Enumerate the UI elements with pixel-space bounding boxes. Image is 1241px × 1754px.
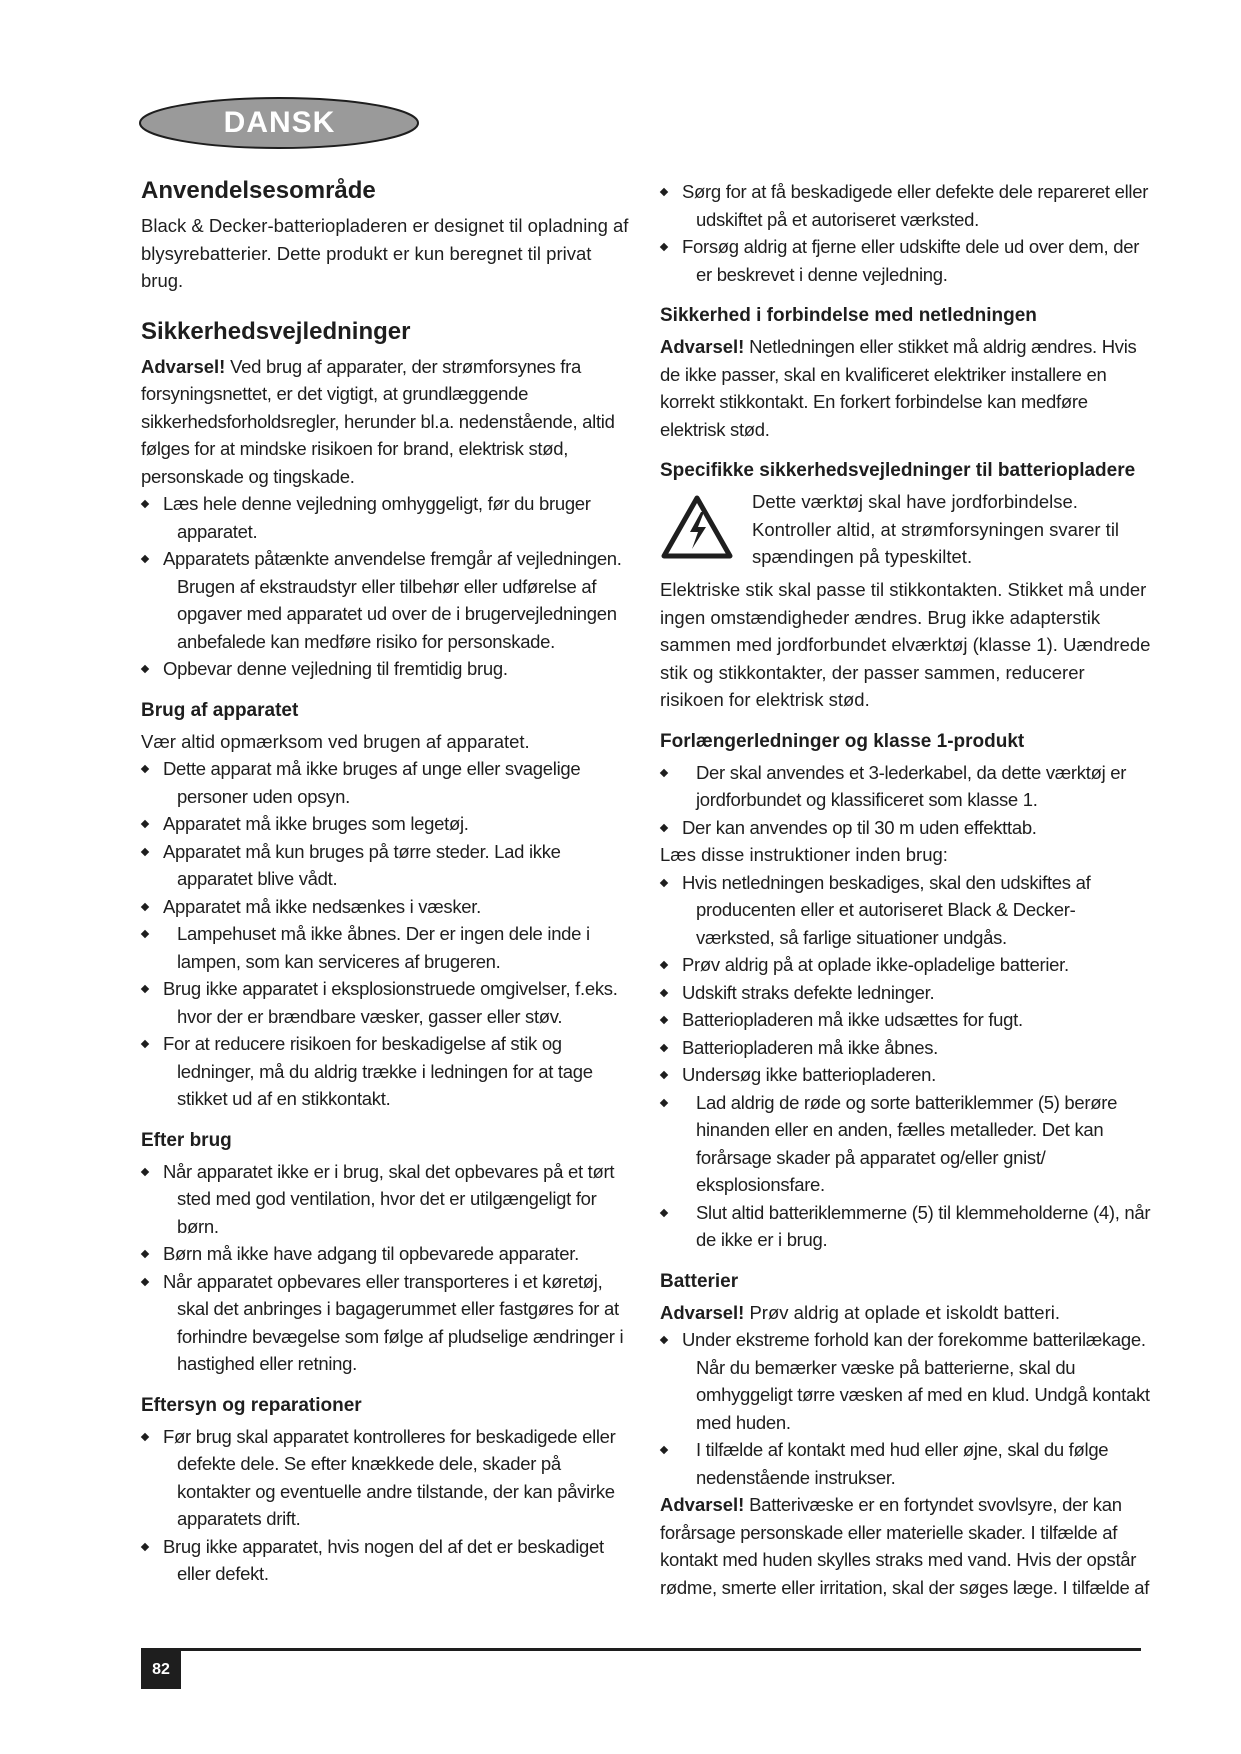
warning-text: Prøv aldrig at oplade et iskoldt batteri. [744,1301,1061,1323]
list-item: Opbevar denne vejledning til fremtidig brug. [141,655,631,683]
bullet-list-batterier [660,1326,1152,1491]
warning-paragraph [660,333,1152,443]
bullet-list-brug [141,755,631,1113]
list-item: Forsøg aldrig at fjerne eller udskifte dele ud over dem, der er beskrevet i denne vejledning. [660,233,1152,288]
section-title-netledning: Sikkerhed i forbindelse med netledningen [660,305,1037,326]
list-item: Batteriopladeren må ikke åbnes. [660,1034,1152,1062]
language-badge [137,95,422,151]
warning-text: Netledningen eller stikket må aldrig ændres. Hvis de ikke passer, skal en kvalificeret elektriker installere en korrekt stikkontakt. En forkert forbindelse kan medføre elektrisk stød. [660,336,1137,440]
list-item: I tilfælde af kontakt med hud eller øjne, skal du følge nedenstående instrukser. [660,1436,1152,1491]
list-item: Læs hele denne vejledning omhyggeligt, før du bruger apparatet. [141,490,631,545]
section-title-batterier: Batterier [660,1270,739,1292]
section-title-sikkerhed: Sikkerhedsvejledninger [141,317,411,345]
warning-text: Batterivæske er en fortyndet svovlsyre, der kan forårsage personskade eller materielle skader. I tilfælde af kontakt med huden skylles straks med vand. Hvis der opstår rødme, smerte eller irritation, skal der søges læge. I tilfælde af [660,1494,1150,1598]
warning-label: Advarsel! [141,355,226,377]
section-title-eftersyn: Eftersyn og reparationer [141,1394,362,1416]
warning-paragraph [660,1491,1152,1601]
list-item: Når apparatet opbevares eller transporteres i et køretøj, skal det anbringes i bagagerummet eller fastgøres for at forhindre bevægelse som følge af pludselige ændringer i hastighed eller retning. [141,1268,631,1378]
list-item: Lad aldrig de røde og sorte batteriklemmer (5) berøre hinanden eller en anden, fælles metalleder. Det kan forårsage skader på apparatet og/eller gnist/ eksplosionsfare. [660,1089,1152,1199]
list-item: Brug ikke apparatet, hvis nogen del af det er beskadiget eller defekt. [141,1533,631,1588]
list-item: Hvis netledningen beskadiges, skal den udskiftes af producenten eller et autoriseret Black & Decker-værksted, så farlige situationer undgås. [660,869,1152,952]
bullet-list-repair [660,178,1152,288]
left-column [141,176,631,1588]
list-item: Batteriopladeren må ikke udsættes for fugt. [660,1006,1152,1034]
section-title-efter-brug: Efter brug [141,1129,232,1151]
list-item: For at reducere risikoen for beskadigelse af stik og ledninger, må du aldrig trække i ledningen for at tage stikket ud af en stikkontakt. [141,1030,631,1113]
bullet-list-forlaenger [660,759,1152,842]
bullet-list-instruktioner [660,869,1152,1254]
bullet-list-sikkerhed [141,490,631,683]
paragraph-instruktioner: Læs disse instruktioner inden brug: [660,844,948,865]
list-item: Sørg for at få beskadigede eller defekte dele repareret eller udskiftet på et autoriseret værksted. [660,178,1152,233]
page-number: 82 [141,1651,181,1689]
list-item: Der skal anvendes et 3-lederkabel, da dette værktøj er jordforbundet og klassificeret som klasse 1. [660,759,1152,814]
list-item: Udskift straks defekte ledninger. [660,979,1152,1007]
list-item: Brug ikke apparatet i eksplosionstruede omgivelser, f.eks. hvor der er brændbare væsker, gasser eller støv. [141,975,631,1030]
bullet-list-efter-brug [141,1158,631,1378]
electric-hazard-icon [660,494,734,560]
bullet-list-eftersyn [141,1423,631,1588]
list-item: Undersøg ikke batteriopladeren. [660,1061,1152,1089]
list-item: Apparatet må kun bruges på tørre steder. Lad ikke apparatet blive vådt. [141,838,631,893]
electric-warning-text: Dette værktøj skal have jordforbindelse. Kontroller altid, at strømforsyningen svarer til spændingen på typeskiltet. [752,491,1120,567]
paragraph-brug-intro: Vær altid opmærksom ved brugen af apparatet. [141,730,530,752]
warning-label: Advarsel! [660,1494,745,1515]
list-item: Apparatet må ikke bruges som legetøj. [141,810,631,838]
list-item: Apparatets påtænkte anvendelse fremgår af vejledningen. Brugen af ekstraudstyr eller tilbehør eller udførelse af opgaver med apparatet ud over de i brugervejledningen anbefalede kan medføre risiko for personskade. [141,545,631,655]
section-title-batteriopladere: Specifikke sikkerhedsvejledninger til batteriopladere [660,460,1136,481]
warning-label: Advarsel! [660,336,745,357]
paragraph-stik: Elektriske stik skal passe til stikkontakten. Stikket må under ingen omstændigheder ændres. Brug ikke adapterstik sammen med jordforbundet elværktøj (klasse 1). Uændrede stik og stikkontakter, der passer sammen, reducerer risikoen for elektrisk stød. [660,579,1151,710]
list-item: Prøv aldrig på at oplade ikke-opladelige batterier. [660,951,1152,979]
section-title-forlaenger: Forlængerledninger og klasse 1-produkt [660,730,1025,752]
list-item: Før brug skal apparatet kontrolleres for beskadigede eller defekte dele. Se efter knækkede dele, skader på kontakter og eventuelle andre tilstande, der kan påvirke apparatets drift. [141,1423,631,1533]
warning-text: Ved brug af apparater, der strømforsynes fra forsyningsnettet, er det vigtigt, at grundlæggende sikkerhedsforholdsregler, herunder bl.a. nedenstående, altid følges for at mindske risikoen for brand, elektrisk stød, personskade og tingskade. [141,355,615,487]
footer-rule [141,1648,1141,1651]
section-title-brug: Brug af apparatet [141,699,299,721]
list-item: Når apparatet ikke er i brug, skal det opbevares på et tørt sted med god ventilation, hvor det er utilgængeligt for børn. [141,1158,631,1241]
language-label: DANSK [223,106,336,139]
electric-warning-box [660,488,1152,572]
list-item: Lampehuset må ikke åbnes. Der er ingen dele inde i lampen, som kan serviceres af brugeren. [141,920,631,975]
warning-paragraph [141,353,631,491]
list-item: Børn må ikke have adgang til opbevarede apparater. [141,1240,631,1268]
warning-paragraph [660,1299,1152,1327]
list-item: Apparatet må ikke nedsænkes i væsker. [141,893,631,921]
section-title-anvendelse: Anvendelsesområde [141,177,376,204]
paragraph-anvendelse: Black & Decker-batteriopladeren er designet til opladning af blysyrebatterier. Dette produkt er kun beregnet til privat brug. [141,215,629,291]
right-column [660,178,1152,1601]
warning-label: Advarsel! [660,1301,745,1323]
list-item: Dette apparat må ikke bruges af unge eller svagelige personer uden opsyn. [141,755,631,810]
list-item: Slut altid batteriklemmerne (5) til klemmeholderne (4), når de ikke er i brug. [660,1199,1152,1254]
list-item: Under ekstreme forhold kan der forekomme batterilækage. Når du bemærker væske på batterierne, skal du omhyggeligt tørre væsken af med en klud. Undgå kontakt med huden. [660,1326,1152,1436]
list-item: Der kan anvendes op til 30 m uden effekttab. [660,814,1152,842]
